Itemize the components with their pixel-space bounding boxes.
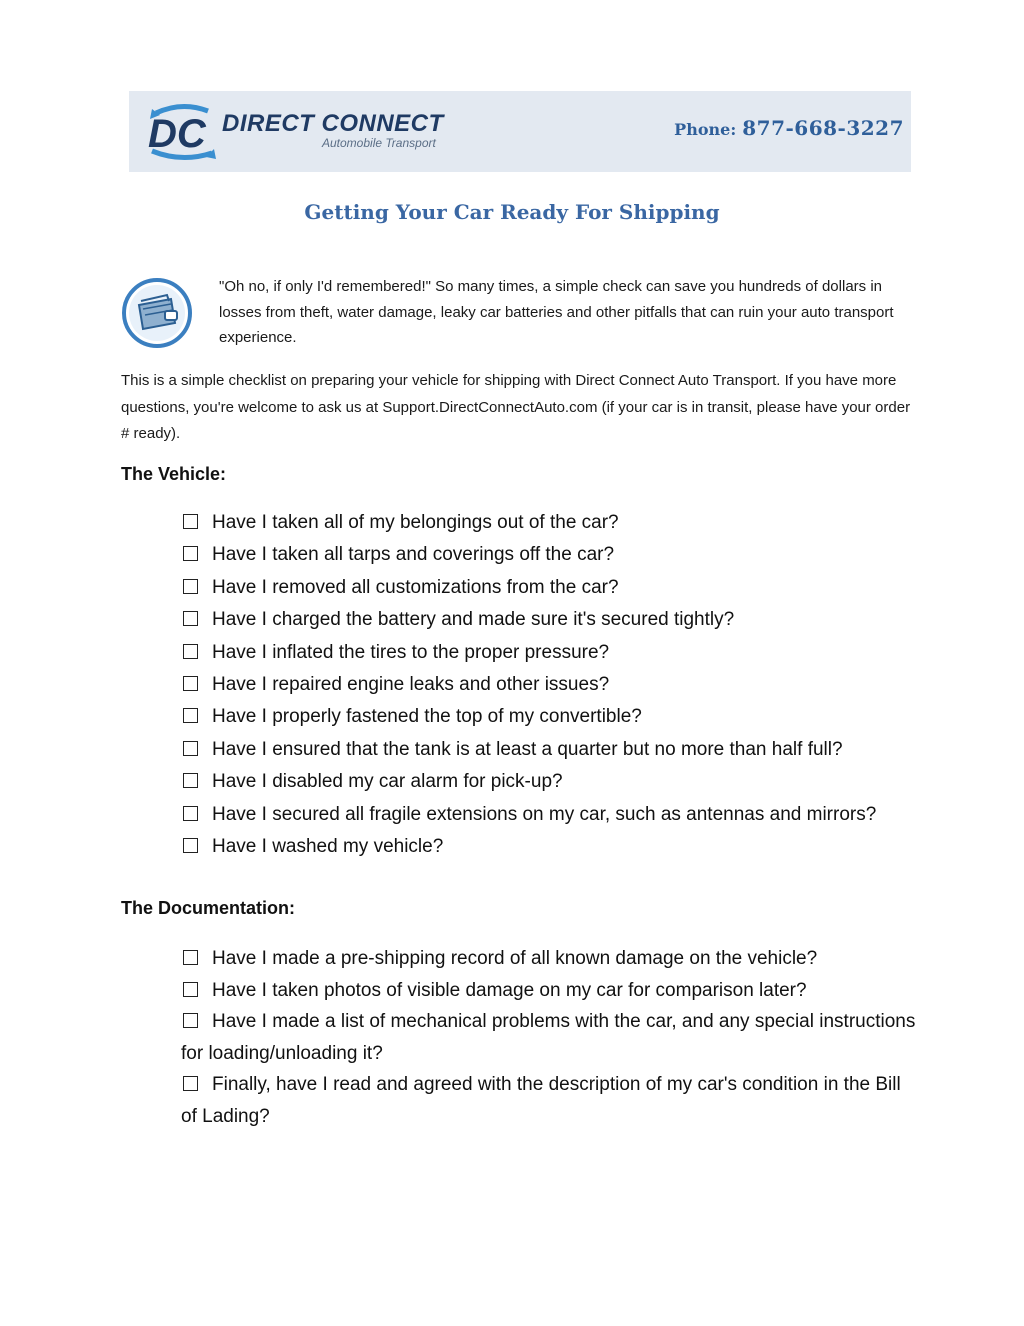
checklist-item [181,507,921,539]
checklist-item-label: Have I made a list of mechanical problems with the car, and any special instructions for loading/unloading it? [181,1011,916,1064]
checkbox-icon[interactable] [183,676,198,691]
checklist-item [181,975,921,1007]
checklist-item-label: Have I removed all customizations from the car? [212,576,619,598]
documentation-section-heading: The Documentation: [121,898,295,918]
svg-text:DC: DC [148,112,206,156]
checkbox-icon[interactable] [183,579,198,594]
checkbox-icon[interactable] [183,950,198,965]
checklist-item [181,1006,921,1069]
checklist-item-label: Have I repaired engine leaks and other issues? [212,674,610,696]
checklist-item-label: Have I disabled my car alarm for pick-up? [212,771,563,793]
checkbox-icon[interactable] [183,838,198,853]
vehicle-checklist [181,507,921,863]
checklist-item [181,539,921,571]
intro-text: "Oh no, if only I'd remembered!" So many times, a simple check can save you hundreds of dollars in losses from theft, water damage, leaky car batteries and other pitfalls that can ruin your auto transport experience. [219,278,894,346]
checklist-item [181,637,921,669]
wallet-icon [121,271,193,355]
logo-tagline: Automobile Transport [322,136,436,150]
checklist-item-label: Have I properly fastened the top of my convertible? [212,706,642,728]
checklist-item-label: Have I taken photos of visible damage on my car for comparison later? [212,979,807,1001]
checkbox-icon[interactable] [183,546,198,561]
checkbox-icon[interactable] [183,514,198,529]
checklist-item [181,572,921,604]
checkbox-icon[interactable] [183,773,198,788]
page-title: Getting Your Car Ready For Shipping [304,200,720,224]
checkbox-icon[interactable] [183,708,198,723]
checklist-item-label: Have I taken all tarps and coverings off the car? [212,544,615,566]
checkbox-icon[interactable] [183,982,198,997]
checklist-item-label: Have I taken all of my belongings out of the car? [212,512,619,533]
phone-number: 877-668-3227 [742,116,904,140]
checklist-item [181,831,921,863]
checklist-item [181,1069,921,1132]
documentation-checklist [181,943,921,1132]
phone-contact [674,116,904,140]
checklist-item [181,943,921,975]
checklist-item [181,701,921,733]
checklist-item-label: Have I secured all fragile extensions on my car, such as antennas and mirrors? [212,803,877,825]
vehicle-section-heading: The Vehicle: [121,464,227,484]
checklist-item-label: Have I washed my vehicle? [212,836,444,858]
checklist-item [181,669,921,701]
checklist-item-label: Have I charged the battery and made sure it's secured tightly? [212,609,735,631]
checklist-item [181,799,921,831]
phone-label: Phone: [674,120,737,139]
logo-wordmark: DIRECT CONNECT [222,110,444,137]
checkbox-icon[interactable] [183,741,198,756]
checkbox-icon[interactable] [183,611,198,626]
checklist-item [181,766,921,798]
checklist-item-label: Finally, have I read and agreed with the description of my car's condition in the Bill of Lading? [181,1074,901,1127]
checklist-item [181,604,921,636]
checklist-item-label: Have I made a pre-shipping record of all known damage on the vehicle? [212,948,818,969]
description-text: This is a simple checklist on preparing your vehicle for shipping with Direct Connect Auto Transport. If you have more questions, you're welcome to ask us at Support.DirectConnectAuto.com (if your car is in transit, please have your order # ready). [121,372,911,442]
checkbox-icon[interactable] [183,1076,198,1091]
checkbox-icon[interactable] [183,1013,198,1028]
checklist-item [181,734,921,766]
checklist-item-label: Have I ensured that the tank is at least a quarter but no more than half full? [212,738,843,760]
checkbox-icon[interactable] [183,806,198,821]
checklist-item-label: Have I inflated the tires to the proper pressure? [212,641,610,663]
checkbox-icon[interactable] [183,644,198,659]
